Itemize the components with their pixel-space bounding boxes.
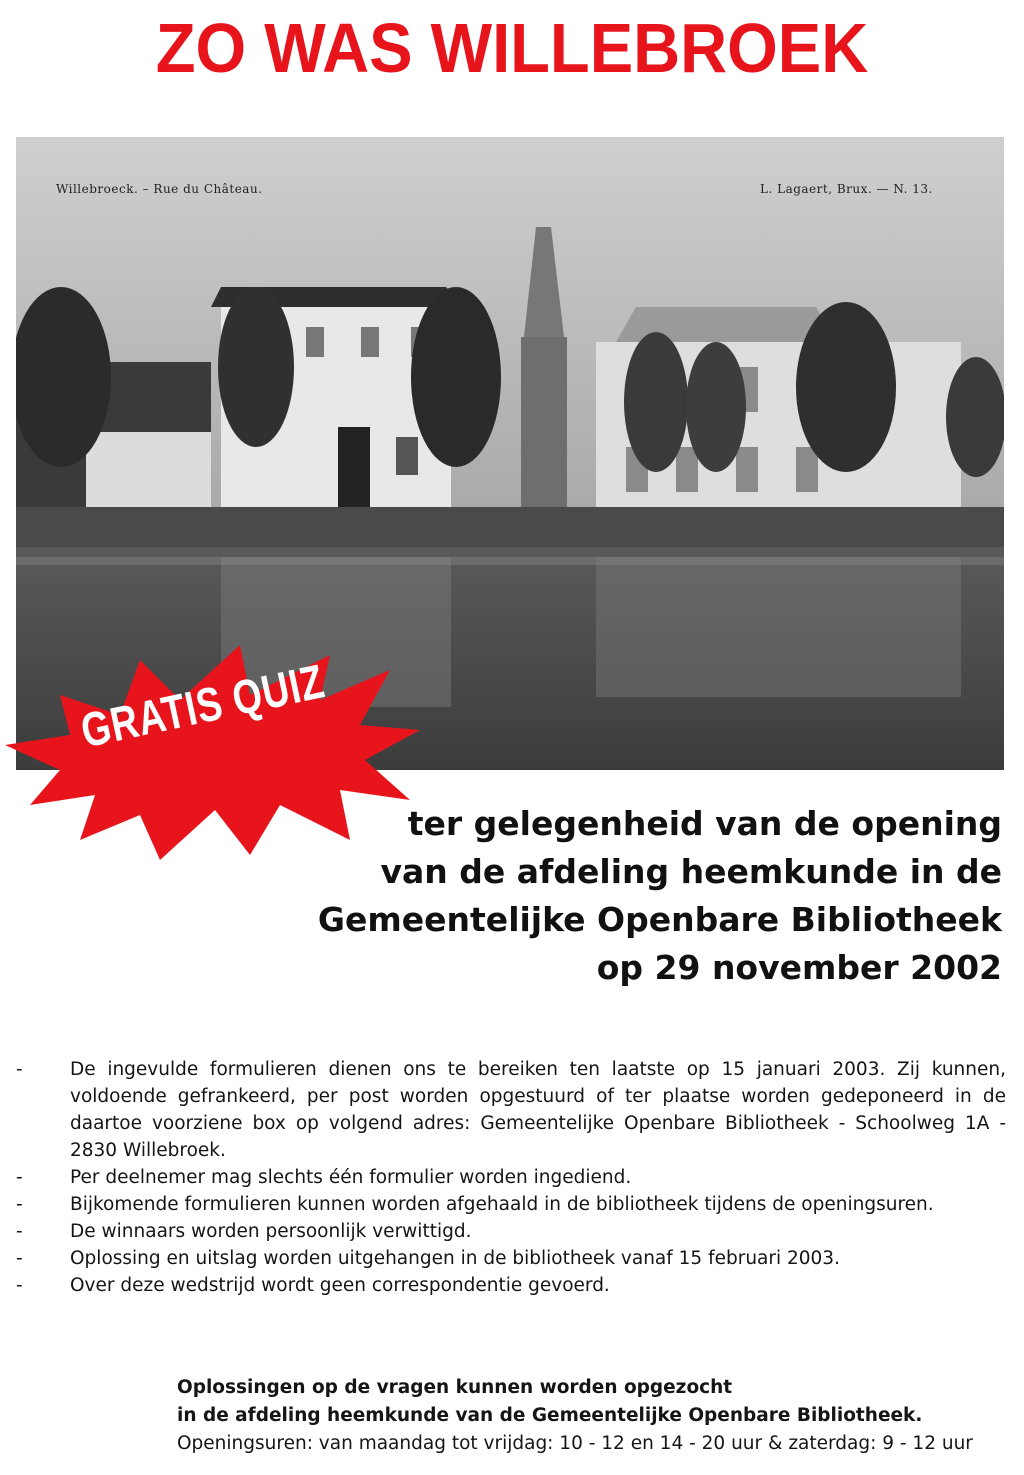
list-item <box>16 1191 1006 1218</box>
footer-line-1: Oplossingen op de vragen kunnen worden opgezocht <box>177 1377 733 1398</box>
rule-text: Over deze wedstrijd wordt geen correspondentie gevoerd. <box>70 1275 610 1296</box>
headline-line: van de afdeling heemkunde in de <box>380 852 1002 891</box>
page-title: ZO WAS WILLEBROEK <box>155 9 869 87</box>
headline-line: op 29 november 2002 <box>596 948 1002 987</box>
postcard-caption-right: L. Lagaert, Brux. — N. 13. <box>760 182 933 196</box>
dash-bullet: - <box>16 1059 23 1080</box>
rule-text: Oplossing en uitslag worden uitgehangen in de bibliotheek vanaf 15 februari 2003. <box>70 1248 840 1269</box>
gratis-quiz-label: GRATIS QUIZ <box>76 655 330 759</box>
rules-list <box>16 1056 1006 1299</box>
dash-bullet: - <box>16 1194 23 1215</box>
dash-bullet: - <box>16 1275 23 1296</box>
dash-bullet: - <box>16 1167 23 1188</box>
footer-info <box>177 1374 1017 1458</box>
headline-line: Gemeentelijke Openbare Bibliotheek <box>317 900 1002 939</box>
headline <box>318 800 1002 992</box>
rule-text: De winnaars worden persoonlijk verwittigd. <box>70 1221 472 1242</box>
footer-line-2: in de afdeling heemkunde van de Gemeentelijke Openbare Bibliotheek. <box>177 1405 923 1426</box>
rule-text: Per deelnemer mag slechts één formulier worden ingediend. <box>70 1167 632 1188</box>
list-item <box>16 1164 1006 1191</box>
list-item <box>16 1056 1006 1164</box>
opening-hours: Openingsuren: van maandag tot vrijdag: 10 - 12 en 14 - 20 uur & zaterdag: 9 - 12 uur <box>177 1433 973 1454</box>
postcard-caption-left: Willebroeck. – Rue du Château. <box>56 182 263 196</box>
list-item <box>16 1272 1006 1299</box>
headline-line: ter gelegenheid van de opening <box>407 804 1002 843</box>
rule-text: De ingevulde formulieren dienen ons te bereiken ten laatste op 15 januari 2003. Zij kunnen, voldoende gefrankeerd, per post worden opgestuurd of ter plaatse worden gedeponeerd in de daartoe voorziene box op volgend adres: Gemeentelijke Openbare Bibliotheek - Schoolweg 1A - 2830 Willebroek. <box>70 1059 1006 1161</box>
rule-text: Bijkomende formulieren kunnen worden afgehaald in de bibliotheek tijdens de openingsuren. <box>70 1194 934 1215</box>
dash-bullet: - <box>16 1248 23 1269</box>
dash-bullet: - <box>16 1221 23 1242</box>
list-item <box>16 1218 1006 1245</box>
list-item <box>16 1245 1006 1272</box>
